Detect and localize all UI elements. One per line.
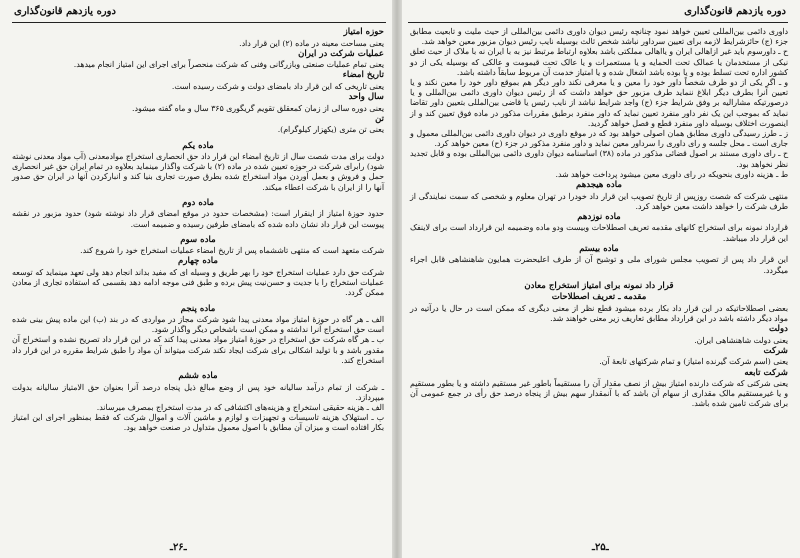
running-head: دوره یازدهم قانون‌گذاری bbox=[14, 6, 116, 17]
right-page-body bbox=[410, 27, 788, 532]
paragraph: یعنی دولت شاهنشاهی ایران. bbox=[694, 335, 788, 345]
section-heading: شرکت bbox=[763, 345, 788, 356]
paragraph: ب ـ هر گاه شرکت حق استخراج در حوزهٔ امتیاز مواد معدنی پیدا کند که در این قرار داد تصریح نشده و استخراج آن مقدور باشد و با تولید اشکالی برای شرکت ایجاد نکند شرکت میتواند آن مواد را طبق شرایط مقرره در این قرار داد استخراج کند. bbox=[12, 335, 384, 365]
paragraph: شرکت متعهد است که منتهی تاششماه پس از تاریخ امضاء عملیات استخراج خود را شروع کند. bbox=[80, 246, 384, 256]
paragraph: و ـ اگر یکی از دو طرف شخصاً داور خود را معین و یا معرفی نکند داور دیگر هم بموقع داور خود را معین نکند و یا تعیین آنرا بطرف دیگر ابلاغ ننماید طرف مزبور حق خواهد داشت که از رئیس دیوان داوری دائمی بین‌المللی و یا درصورتیکه مشارالیه بر وفق شرایط جزء (ج) واجد شرایط نباشد از نایب رئیس یا قاضی بین‌المللی بتعیین داور تقاضا نماید که بموجب این یک نفر داور منفرد تعیین نماید که داور منفرد برطبق مقررات مذکور در ماده فوق تعیین کند و از اینصورت اختلاف بوسیله داور منفرد قطع و فصل خواهد گردید. bbox=[410, 78, 788, 128]
section-heading: ماده سوم bbox=[180, 234, 216, 245]
paragraph: شرکت حق دارد عملیات استخراج خود را بهر طریق و وسیله ای که مفید بداند انجام دهد ولی تعهد مینماید که توسعه عملیات استخراج را با جدیت و حسن‌نیت پیش برده و طبق فنی موجه ادامه دهد بقسمی که استفاده تجاری از معادن ممکن گردد. bbox=[12, 267, 384, 298]
book-gutter bbox=[392, 0, 402, 558]
paragraph: ح ـ رای داوری مستند بر اصول قضائی مذکور در ماده (۳۸) اساسنامه دیوان داوری دائمی بین‌المللی بوده و قابل تجدید نظر نخواهد بود. bbox=[410, 149, 788, 169]
page-number: ـ۲۵ـ bbox=[592, 542, 609, 553]
section-heading: تاریخ امضاء bbox=[342, 70, 384, 81]
section-heading: دولت bbox=[768, 324, 788, 335]
section-heading: قرار داد نمونه برای امتیاز استخراج معادن bbox=[524, 280, 674, 291]
section-heading: حوزه امتیاز bbox=[343, 27, 384, 37]
section-heading: مقدمه ـ تعریف اصطلاحات bbox=[551, 292, 647, 303]
paragraph: بعضی اصطلاحاتیکه در این قرار داد بکار برده میشود قطع نظر از معنی دیگری که ممکن است در حال یا درآتیه در مواد دیگر داشته باشد در این قرارداد مطابق تعاریف زیر معنی خواهند شد. bbox=[410, 303, 788, 323]
section-heading: ماده بیستم bbox=[579, 243, 619, 254]
paragraph: یعنی تن متری (یکهزار کیلوگرام). bbox=[277, 125, 384, 135]
paragraph: ح ـ داورسوم باید غیر ازاهالی ایران و یااهالی مملکتی باشد بعلاوه ارتباط مرتبط نیز به با ایران نه با ملاک از حیث تعلق نیکی از مستخدمان یا عمالک تحت الحمایه و یا مستعمرات و یا عالک تحت قیمومت و عالکی که بوسیله یکی از دو کشور اداره تحت تسلط بوده و یا بوده باشد اشغال شده و یا امتیاز خدمت آن مربوط سابقاً داشته باشد. bbox=[410, 47, 788, 77]
section-heading: ماده نوزدهم bbox=[577, 211, 621, 222]
page-number: ـ۲۶ـ bbox=[170, 542, 187, 553]
paragraph: منتهی شرکت که شصت روزپس از تاریخ تصویب این قرار داد خودرا در تهران معلوم و شخصی که سمت نمایندگی از طرف شرکت را خواهد داشت معین خواهد کرد. bbox=[410, 191, 788, 211]
paragraph: داوری دائمی بین‌المللی تعیین خواهد نمود چنانچه رئیس دیوان داوری دائمی بین‌المللی از حیث ملیت و تابعیت مطابق جزء (ج) حائزشرایط لازمه برای تعیین سرداور نباشد شخص ثالث بوسیله نایب رئیس دیوان مزبور معین خواهد شد. bbox=[410, 27, 788, 47]
paragraph: حدود حوزهٔ امتیاز از اینقرار است: (مشخصات حدود در موقع امضای قرار داد نوشته شود) حدود مزبور در نقشه پیوست این قرار داد نشان داده شده که بامضای طرفین رسیده و ضمیمه است. bbox=[12, 209, 384, 229]
section-heading: عملیات شرکت در ایران bbox=[298, 48, 384, 59]
section-heading: شرکت تابعه bbox=[744, 367, 788, 378]
section-heading: ماده چهارم bbox=[178, 256, 218, 267]
section-heading: ماده دوم bbox=[182, 197, 214, 208]
paragraph: یعنی تاریخی که این قرار داد بامضای دولت و شرکت رسیده است. bbox=[171, 81, 384, 91]
section-heading: تن bbox=[375, 113, 384, 124]
left-page-body bbox=[12, 27, 384, 532]
header-rule bbox=[408, 22, 788, 23]
section-heading: ماده ششم bbox=[178, 371, 218, 382]
paragraph: یعنی (اسم شرکت گیرنده امتیاز) و تمام شرکتهای تابعهٔ آن. bbox=[599, 357, 788, 367]
paragraph: ب ـ استهلاک هزینه تاسیسات و تجهیزات و لوازم و ماشین آلات و اموال شرکت که فقط بمنظور اجرای این امتیاز بکار افتاده است و میزان آن مطابق با اصول معمول متداول در صنعت خواهد بود. bbox=[12, 413, 384, 433]
paragraph: الف ـ هزینه حقیقی استخراج و هزینه‌های اکتشافی که در مدت استخراج بمصرف میرساند. bbox=[96, 402, 384, 412]
running-head: دوره یازدهم قانون‌گذاری bbox=[684, 6, 786, 17]
paragraph: یعنی شرکتی که شرکت دارنده امتیاز بیش از نصف مقدار آن را مستقیماً باطور غیر مستقیم داشته و یا بطور مستقیم و یا غیرمستقیم مالک مقداری از سهام آن باشد که با آنمقدار سهم بیش از پنجاه درصد حق رأی در جمع عمومی آن برای شرکت تامین شده باشد. bbox=[410, 379, 788, 409]
paragraph: الف ـ هر گاه در حوزهٔ امتیاز مواد معدنی پیدا شود شرکت مجاز در مواردی که در بند (ب) این ماده پیش بینی شده است حق استخراج آنرا نداشته و ممکن است باشخاص دیگر واگذار شود. bbox=[12, 315, 384, 335]
section-heading: ماده پنجم bbox=[180, 303, 216, 314]
paragraph: ـ شرکت از تمام درآمد سالیانه خود پس از وضع مبالغ ذیل پنجاه درصد آنرا بعنوان حق الامتیاز سالیانه بدولت میپردازد. bbox=[12, 382, 384, 402]
section-heading: ماده یکم bbox=[182, 140, 214, 151]
section-heading: ماده هیجدهم bbox=[576, 180, 622, 191]
section-heading: سال واحد bbox=[348, 92, 384, 103]
paragraph: دولت برای مدت شصت سال از تاریخ امضاء این قرار داد حق انحصاری استخراج موادمعدنی (آب مواد معدنی نوشته شود) رابرای شرکت در حوزه تعیین شده در ماده (۲) با شرکت واگذار مینماید بعلاوه در تمام ایران حق غیر انحصاری حمل و فروش و بعمل آوردن مواد استخراج شده بطرق صورت تجاری بنیا کند و انبارکردن آنها در ایران حق صدور آنها را از ایران با شرکت اعطاء میکند. bbox=[12, 152, 384, 192]
right-page bbox=[402, 0, 800, 558]
paragraph: این قرار داد پس از تصویب مجلس شورای ملی و توشیح آن از طرف اعلیحضرت همایون شاهنشاهی قابل اجراء میگردد. bbox=[410, 255, 788, 275]
paragraph: یعنی مساحت معینه در ماده (۲) این قرار داد. bbox=[239, 38, 384, 48]
paragraph: ز ـ طرز رسیدگی داوری مطابق همان اصولی خواهد بود که در موقع داوری در دیوان داوری دائمی بین‌المللی معمول و جاری است ـ محل جلسه و رای داوری را سرداور معین نماید و داور منفرد مذکور در جزء (ح) معین خواهد کرد. bbox=[410, 129, 788, 149]
paragraph: قرارداد نمونه برای استخراج کانهای مقدمه تعریف اصطلاحات وبیست ودو ماده وضمیمه این قرارداد است برای لاینفک این قرار داد میباشد. bbox=[410, 223, 788, 243]
left-page bbox=[0, 0, 392, 558]
header-rule bbox=[12, 22, 386, 23]
paragraph: یعنی دوره سالی از زمان کمعقلق تقویم گریگوری ۳۶۵ سال و ماه گفته میشود. bbox=[132, 103, 384, 113]
paragraph: یعنی تمام عملیات صنعتی وبازرگانی وفنی که شرکت منحصراً برای اجرای این امتیاز انجام میدهد. bbox=[73, 60, 384, 70]
paragraph: ط ـ هزینه داوری بنحویکه در رای داوری معین میشود پرداخت خواهد شد. bbox=[555, 169, 788, 179]
